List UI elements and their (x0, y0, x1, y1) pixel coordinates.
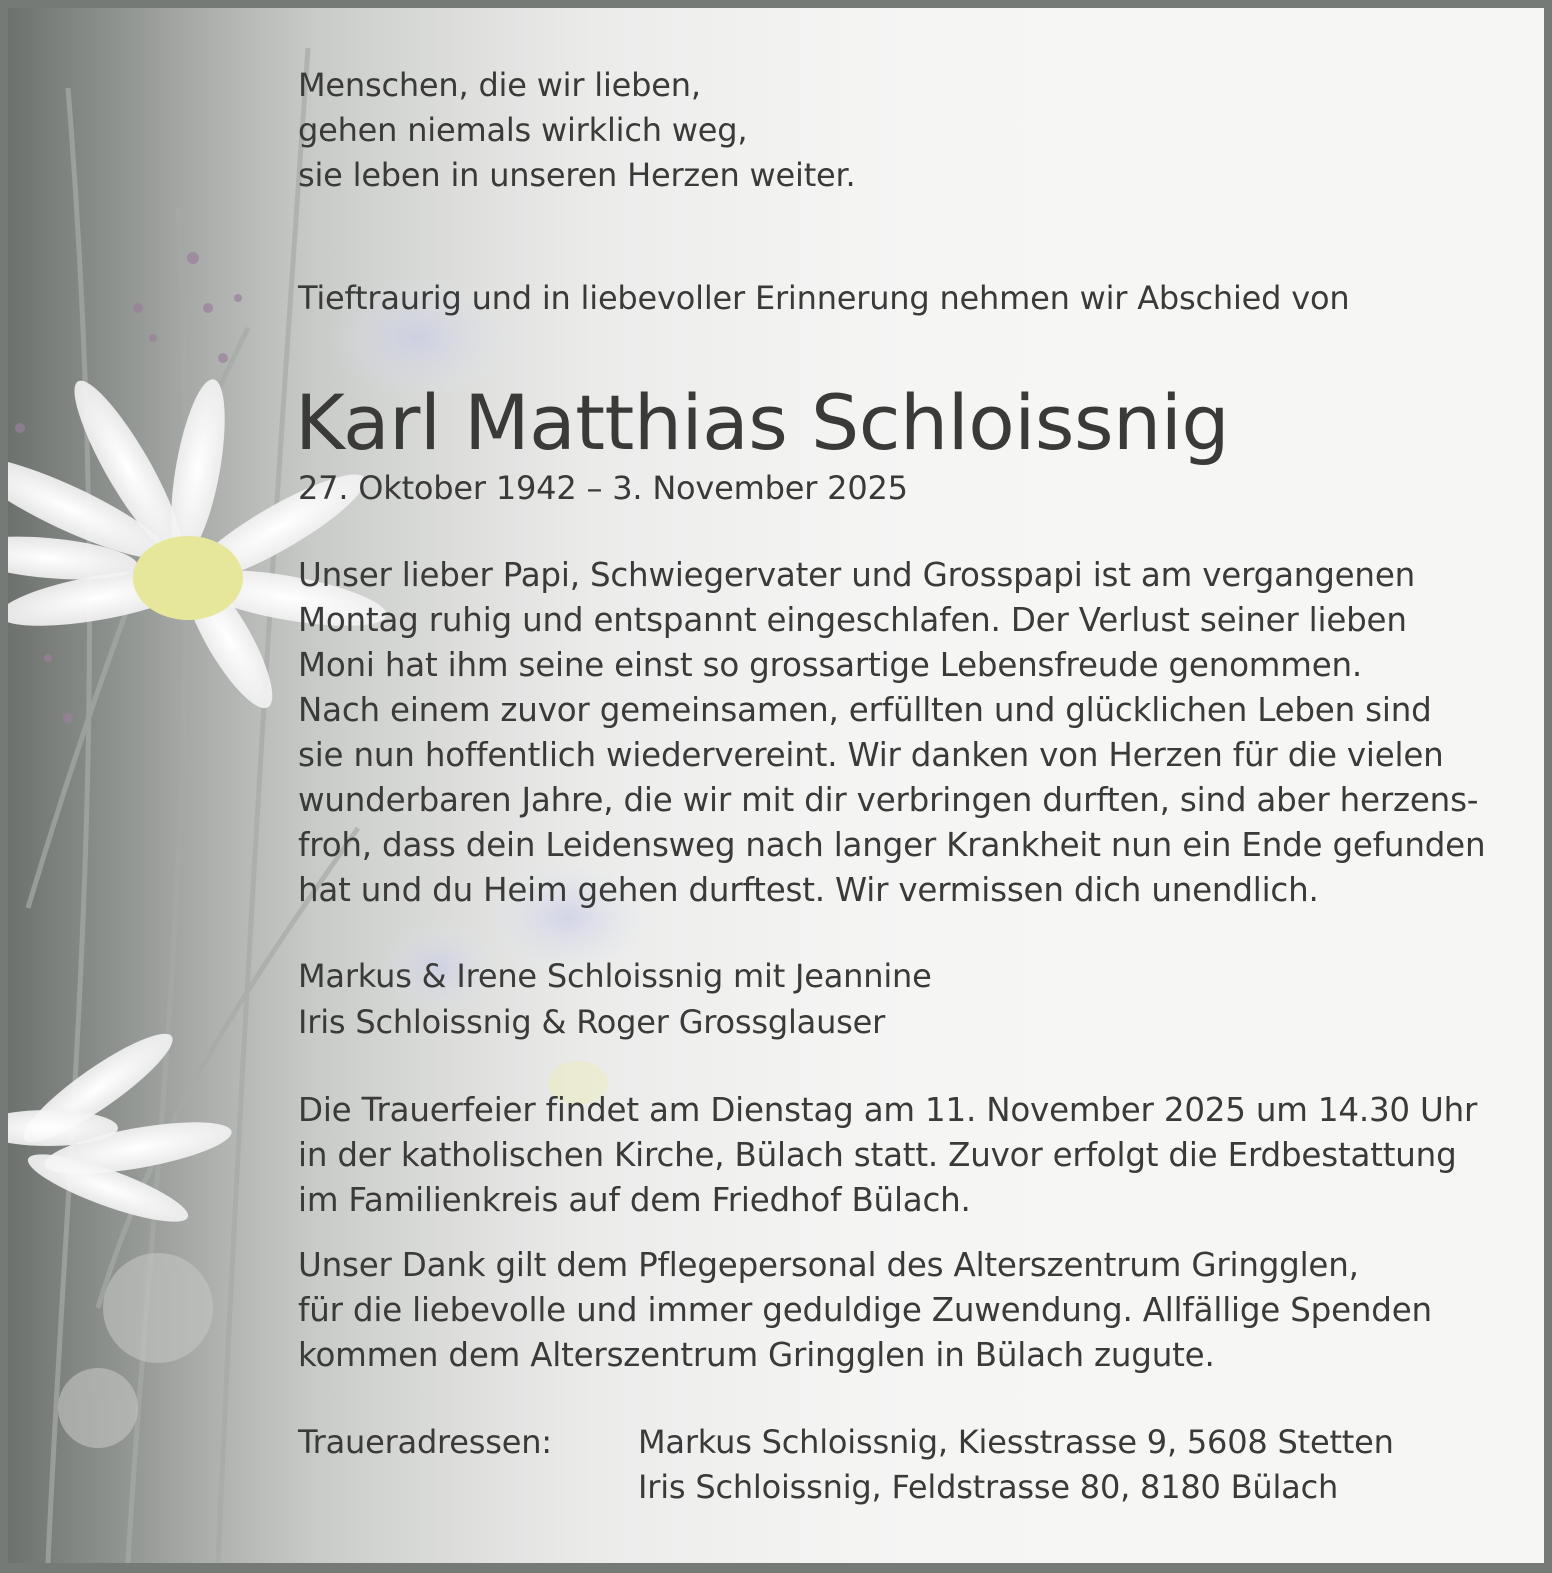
address-entry: Markus Schloissnig, Kiesstrasse 9, 5608 Stetten (638, 1423, 1394, 1461)
addresses-label: Traueradressen: (298, 1423, 552, 1461)
thanks-note (298, 1243, 1432, 1378)
address-entry: Iris Schloissnig, Feldstrasse 80, 8180 Bülach (638, 1468, 1339, 1506)
mourning-family (298, 953, 932, 1045)
message-line: wunderbaren Jahre, die wir mit dir verbringen durften, sind aber herzens- (298, 781, 1479, 819)
message-line: Nach einem zuvor gemeinsamen, erfüllten und glücklichen Leben sind (298, 691, 1432, 729)
motto-verse (298, 63, 856, 198)
family-member-line: Iris Schloissnig & Roger Grossglauser (298, 1003, 886, 1041)
deceased-name: Karl Matthias Schloissnig (295, 378, 1230, 467)
ceremony-line: in der katholischen Kirche, Bülach statt. Zuvor erfolgt die Erdbestattung (298, 1136, 1457, 1174)
ceremony-line: Die Trauerfeier findet am Dienstag am 11. November 2025 um 14.30 Uhr (298, 1091, 1478, 1129)
intro-text: Tieftraurig und in liebevoller Erinnerung nehmen wir Abschied von (298, 279, 1350, 317)
message-line: hat und du Heim gehen durftest. Wir vermissen dich unendlich. (298, 871, 1319, 909)
family-member-line: Markus & Irene Schloissnig mit Jeannine (298, 957, 932, 995)
addresses-list (638, 1420, 1394, 1510)
farewell-message (298, 553, 1485, 913)
message-line: sie nun hoffentlich wiedervereint. Wir danken von Herzen für die vielen (298, 736, 1444, 774)
message-line: Moni hat ihm seine einst so grossartige Lebensfreude genommen. (298, 646, 1363, 684)
motto-line: gehen niemals wirklich weg, (298, 111, 748, 149)
thanks-line: Unser Dank gilt dem Pflegepersonal des Alterszentrum Gringglen, (298, 1246, 1359, 1284)
message-line: froh, dass dein Leidensweg nach langer Krankheit nun ein Ende gefunden (298, 826, 1486, 864)
motto-line: sie leben in unseren Herzen weiter. (298, 156, 856, 194)
ceremony-line: im Familienkreis auf dem Friedhof Bülach. (298, 1181, 971, 1219)
thanks-line: für die liebevolle und immer geduldige Zuwendung. Allfällige Spenden (298, 1291, 1432, 1329)
motto-line: Menschen, die wir lieben, (298, 66, 701, 104)
life-dates: 27. Oktober 1942 – 3. November 2025 (298, 469, 908, 507)
message-line: Montag ruhig und entspannt eingeschlafen. Der Verlust seiner lieben (298, 601, 1407, 639)
thanks-line: kommen dem Alterszentrum Gringglen in Bülach zugute. (298, 1336, 1215, 1374)
message-line: Unser lieber Papi, Schwiegervater und Grosspapi ist am vergangenen (298, 556, 1416, 594)
funeral-ceremony-info (298, 1088, 1477, 1223)
mourning-addresses (298, 1420, 1394, 1510)
